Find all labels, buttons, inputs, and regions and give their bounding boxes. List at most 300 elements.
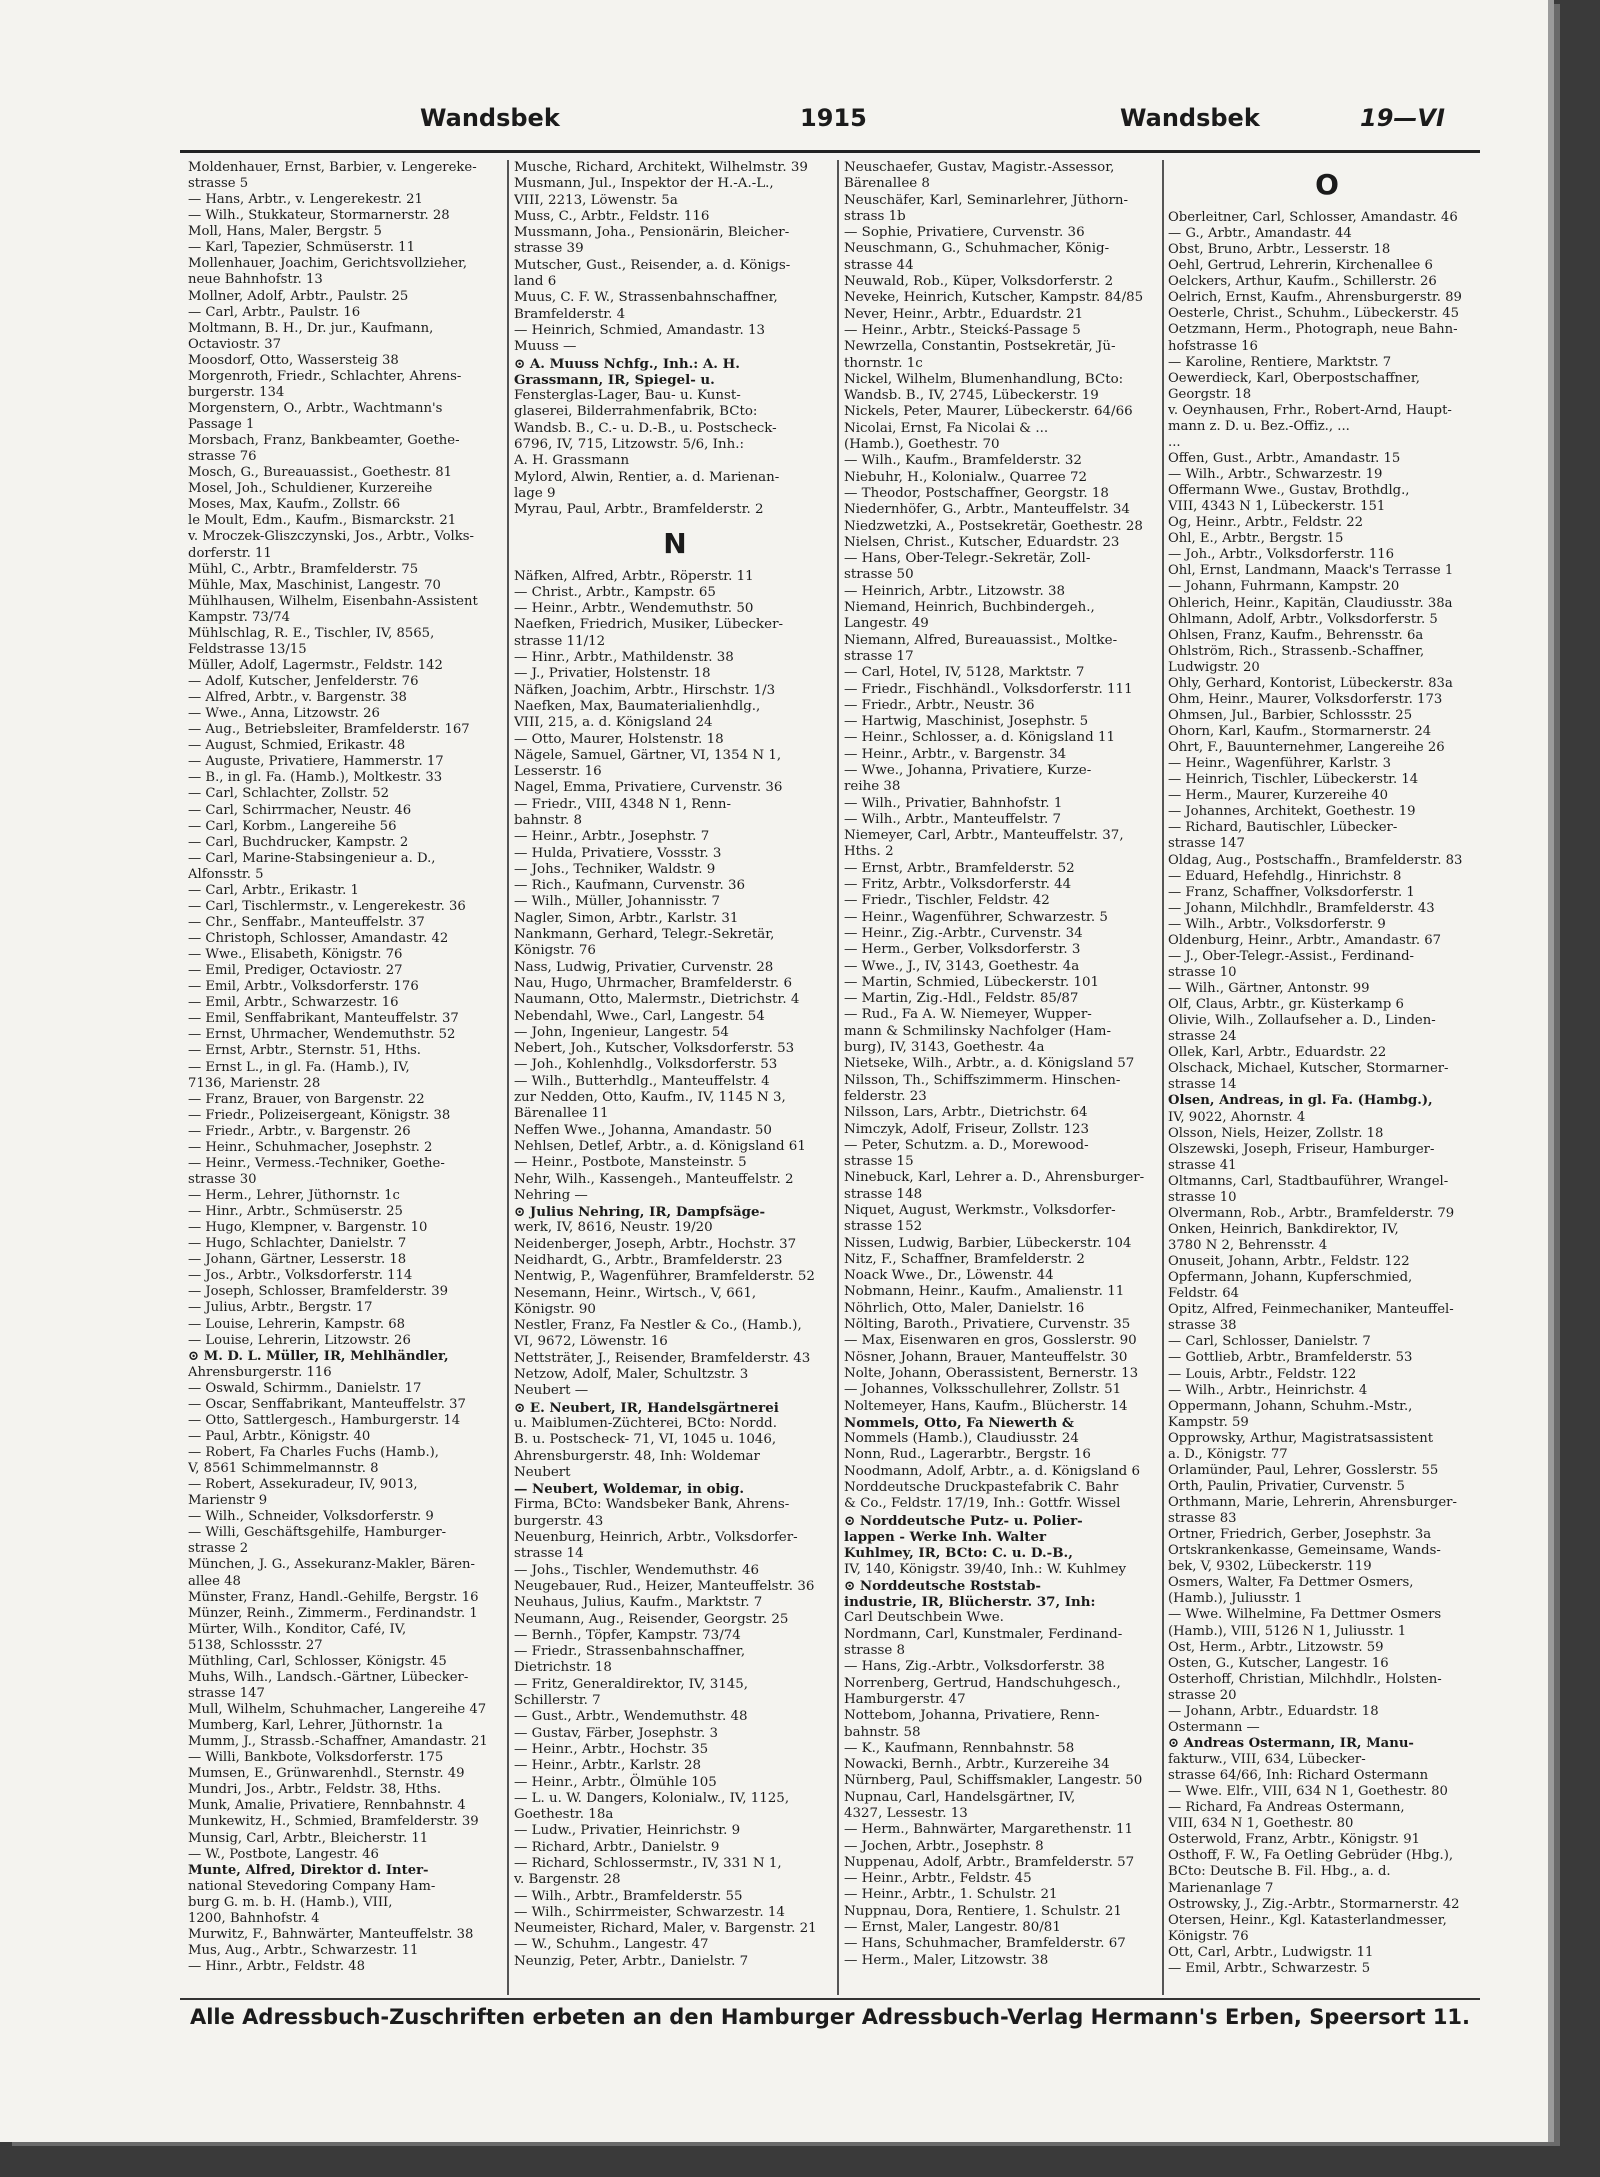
directory-entry-line: Noack Wwe., Dr., Löwenstr. 44 [844, 1268, 1054, 1284]
directory-entry-line: Nau, Hugo, Uhrmacher, Bramfelderstr. 6 [514, 975, 792, 991]
directory-entry-line: (Hamb.), Juliusstr. 1 [1168, 1591, 1303, 1607]
directory-entry-line: — Hans, Schuhmacher, Bramfelderstr. 67 [844, 1936, 1126, 1952]
directory-entry-line: — Carl, Marine-Stabsingenieur a. D., [188, 850, 436, 866]
directory-entry-line: ⊙ Norddeutsche Putz- u. Polier- [844, 1512, 1083, 1529]
directory-entry-line: strasse 83 [1168, 1511, 1237, 1527]
directory-entry-line: Nicolai, Ernst, Fa Nicolai & ... [844, 420, 1049, 436]
directory-entry-line: Oesterle, Christ., Schuhm., Lübeckerstr. 45 [1168, 306, 1459, 322]
directory-entry-line: — Otto, Maurer, Holstenstr. 18 [514, 731, 724, 747]
directory-entry-line: Moll, Hans, Maler, Bergstr. 5 [188, 224, 382, 240]
directory-entry-line: — Carl, Arbtr., Erikastr. 1 [188, 882, 359, 898]
directory-entry-line: bahnstr. 8 [514, 812, 583, 828]
directory-entry-line: reihe 38 [844, 779, 901, 795]
directory-entry-line: Muus, C. F. W., Strassenbahnschaffner, [514, 290, 778, 306]
directory-entry-line: fakturw., VIII, 634, Lübecker- [1168, 1752, 1366, 1767]
directory-entry-line: Mosch, G., Bureauassist., Goethestr. 81 [188, 465, 452, 481]
directory-entry-line: Dietrichstr. 18 [514, 1660, 612, 1676]
directory-entry-line: Mull, Wilhelm, Schuhmacher, Langereihe 47 [188, 1702, 487, 1717]
directory-entry-line: strass 1b [844, 208, 906, 224]
directory-entry-line: Nobmann, Heinr., Kaufm., Amalienstr. 11 [844, 1284, 1125, 1300]
directory-entry-line: Osterwold, Franz, Arbtr., Königstr. 91 [1168, 1832, 1421, 1848]
directory-entry-line: Kampstr. 73/74 [188, 609, 290, 625]
directory-entry-line: Mutscher, Gust., Reisender, a. d. Königs- [514, 257, 791, 273]
directory-entry-line: — Hinr., Arbtr., Mathildenstr. 38 [514, 650, 734, 666]
directory-entry-line: strasse 24 [1168, 1029, 1237, 1045]
directory-entry-line: mann & Schmilinsky Nachfolger (Ham- [844, 1023, 1112, 1039]
directory-entry-line: — Heinr., Arbtr., Feldstr. 45 [844, 1871, 1032, 1887]
directory-entry-line: — Heinrich, Tischler, Lübeckerstr. 14 [1168, 772, 1419, 788]
directory-entry-line: Mumberg, Karl, Lehrer, Jüthornstr. 1a [188, 1718, 443, 1734]
directory-entry-line: Oltmanns, Carl, Stadtbauführer, Wrangel- [1168, 1173, 1449, 1189]
directory-entry-line: Niemand, Heinrich, Buchbindergeh., [844, 600, 1095, 616]
directory-entry-line: Nagel, Emma, Privatiere, Curvenstr. 36 [514, 780, 783, 796]
directory-entry-line: Ohlerich, Heinr., Kapitän, Claudiusstr. 38a [1168, 595, 1453, 611]
directory-entry-line: — Wwe., Anna, Litzowstr. 26 [188, 706, 380, 722]
directory-entry-line: — Joh., Kohlenhdlg., Volksdorferstr. 53 [514, 1057, 778, 1073]
directory-entry-line: Neuschäfer, Karl, Seminarlehrer, Jüthorn- [844, 192, 1129, 208]
directory-entry-line: Schillerstr. 7 [514, 1693, 601, 1709]
directory-entry-line: — Wilh., Arbtr., Schwarzestr. 19 [1168, 467, 1383, 482]
directory-entry-line: dorferstr. 11 [188, 545, 272, 561]
directory-entry-line: Ohly, Gerhard, Kontorist, Lübeckerstr. 83a [1168, 675, 1453, 691]
directory-entry-line: Mylord, Alwin, Rentier, a. d. Marienan- [514, 469, 780, 485]
directory-entry-line: — Johann, Arbtr., Eduardstr. 18 [1168, 1703, 1379, 1719]
directory-entry-line: ⊙ M. D. L. Müller, IR, Mehlhändler, [188, 1348, 449, 1364]
directory-entry-line: Niebuhr, H., Kolonialw., Quarree 72 [844, 469, 1088, 485]
directory-entry-line: — Oswald, Schirmm., Danielstr. 17 [188, 1380, 422, 1396]
directory-entry-line: — Wilh., Stukkateur, Stormarnerstr. 28 [188, 208, 450, 224]
directory-entry-line: zur Nedden, Otto, Kaufm., IV, 1145 N 3, [514, 1090, 786, 1106]
directory-entry-line: Oelrich, Ernst, Kaufm., Ahrensburgerstr. 89 [1168, 290, 1462, 306]
directory-entry-line: — Martin, Schmied, Lübeckerstr. 101 [844, 974, 1100, 990]
directory-entry-line: — Heinr., Arbtr., 1. Schulstr. 21 [844, 1887, 1058, 1903]
directory-entry-line: werk, IV, 8616, Neustr. 19/20 [514, 1220, 713, 1236]
directory-entry-line: 1200, Bahnhofstr. 4 [188, 1910, 320, 1926]
directory-entry-line: Norrenberg, Gertrud, Handschuhgesch., [844, 1675, 1121, 1691]
directory-entry-line: Og, Heinr., Arbtr., Feldstr. 22 [1168, 515, 1364, 531]
directory-entry-line: industrie, IR, Blücherstr. 37, Inh: [844, 1594, 1096, 1611]
directory-entry-line: burgerstr. 134 [188, 384, 285, 400]
directory-entry-line: — K., Kaufmann, Rennbahnstr. 58 [844, 1740, 1075, 1756]
directory-entry-line: Ollek, Karl, Arbtr., Eduardstr. 22 [1168, 1045, 1387, 1061]
directory-entry-line: strasse 50 [844, 567, 914, 583]
directory-entry-line: — Friedr., Arbtr., v. Bargenstr. 26 [188, 1123, 411, 1139]
directory-entry-line: — Christoph, Schlosser, Amandastr. 42 [188, 931, 449, 946]
directory-entry-line: (Hamb.), Goethestr. 70 [844, 437, 1000, 453]
directory-entry-line: Carl Deutschbein Wwe. [844, 1610, 1004, 1626]
directory-entry-line: VIII, 4343 N 1, Lübeckerstr. 151 [1168, 499, 1386, 515]
directory-entry-line: glaserei, Bilderrahmenfabrik, BCto: [514, 404, 758, 420]
directory-entry-line: Nestler, Franz, Fa Nestler & Co., (Hamb.), [514, 1318, 802, 1334]
directory-entry-line: — Richard, Bautischler, Lübecker- [1168, 820, 1398, 836]
directory-entry-line: — Johannes, Volksschullehrer, Zollstr. 51 [844, 1382, 1122, 1398]
directory-entry-line: Ostrowsky, J., Zig.-Arbtr., Stormarnerstr. 42 [1168, 1896, 1460, 1912]
directory-entry-line: Neuschaefer, Gustav, Magistr.-Assessor, [844, 160, 1115, 175]
directory-entry-line: Murwitz, F., Bahnwärter, Manteuffelstr. 38 [188, 1926, 474, 1942]
directory-entry-line: A. H. Grassmann [514, 453, 630, 469]
directory-entry-line: — B., in gl. Fa. (Hamb.), Moltkestr. 33 [188, 770, 443, 786]
directory-entry-line: Neuhaus, Julius, Kaufm., Marktstr. 7 [514, 1595, 763, 1611]
directory-entry-line: neue Bahnhofstr. 13 [188, 272, 323, 288]
directory-entry-line: — Friedr., Tischler, Feldstr. 42 [844, 893, 1050, 909]
directory-entry-line: — Joseph, Schlosser, Bramfelderstr. 39 [188, 1284, 449, 1300]
directory-entry-line: — Rud., Fa A. W. Niemeyer, Wupper- [844, 1007, 1092, 1023]
directory-entry-line: Noltemeyer, Hans, Kaufm., Blücherstr. 14 [844, 1398, 1128, 1414]
directory-entry-line: ... [1168, 434, 1181, 450]
directory-entry-line: strasse 8 [844, 1643, 906, 1659]
directory-entry-line: Mussmann, Joha., Pensionärin, Bleicher- [514, 225, 790, 241]
directory-entry-line: VIII, 634 N 1, Goethestr. 80 [1168, 1816, 1354, 1832]
directory-entry-line: Nentwig, P., Wagenführer, Bramfelderstr. 52 [514, 1269, 815, 1285]
letter-heading: O [1315, 168, 1339, 201]
directory-entry-line: — Heinr., Postbote, Mansteinstr. 5 [514, 1155, 747, 1171]
directory-entry-line: Marienstr 9 [188, 1493, 268, 1509]
directory-entry-line: strasse 5 [188, 176, 249, 192]
directory-entry-line: — Herm., Maler, Litzowstr. 38 [844, 1952, 1049, 1968]
directory-entry-line: Nommels, Otto, Fa Niewerth & [844, 1414, 1075, 1431]
directory-entry-line: Georgstr. 18 [1168, 386, 1252, 402]
directory-entry-line: — Hans, Zig.-Arbtr., Volksdorferstr. 38 [844, 1659, 1105, 1675]
directory-entry-line: ⊙ A. Muuss Nchfg., Inh.: A. H. [514, 355, 740, 372]
directory-entry-line: Naumann, Otto, Malermstr., Dietrichstr. 4 [514, 992, 800, 1008]
directory-entry-line: Offen, Gust., Arbtr., Amandastr. 15 [1168, 450, 1401, 466]
directory-entry-line: Mus, Aug., Arbtr., Schwarzestr. 11 [188, 1942, 419, 1958]
directory-entry-line: Niedzwetzki, A., Postsekretär, Goethestr. 28 [844, 518, 1143, 534]
directory-entry-line: Neveke, Heinrich, Kutscher, Kampstr. 84/85 [844, 290, 1144, 306]
directory-entry-line: — Wilh., Arbtr., Heinrichstr. 4 [1168, 1382, 1368, 1398]
directory-entry-line: Newrzella, Constantin, Postsekretär, Jü- [844, 339, 1116, 355]
directory-entry-line: — Karl, Tapezier, Schmüserstr. 11 [188, 240, 415, 256]
directory-entry-line: Ohmsen, Jul., Barbier, Schlossstr. 25 [1168, 707, 1413, 723]
directory-entry-line: Neuwald, Rob., Küper, Volksdorferstr. 2 [844, 274, 1114, 290]
directory-entry-line: — Heinr., Arbtr., Josephstr. 7 [514, 829, 710, 845]
directory-entry-line: a. D., Königstr. 77 [1168, 1446, 1288, 1462]
directory-entry-line: strasse 147 [188, 1685, 265, 1701]
directory-entry-line: Morsbach, Franz, Bankbeamter, Goethe- [188, 433, 460, 449]
directory-entry-line: Nehr, Wilh., Kassengeh., Manteuffelstr. 2 [514, 1171, 794, 1187]
header-rule [180, 150, 1480, 153]
directory-entry-line: — Heinr., Zig.-Arbtr., Curvenstr. 34 [844, 925, 1083, 941]
directory-entry-line: Hamburgerstr. 47 [844, 1691, 966, 1707]
directory-entry-line: strasse 20 [1168, 1687, 1237, 1703]
directory-entry-line: — Martin, Zig.-Hdl., Feldstr. 85/87 [844, 991, 1079, 1007]
directory-entry-line: — John, Ingenieur, Langestr. 54 [514, 1024, 729, 1040]
directory-entry-line: Fensterglas-Lager, Bau- u. Kunst- [514, 388, 741, 404]
column-2 [514, 160, 836, 1995]
directory-entry-line: IV, 9022, Ahornstr. 4 [1168, 1109, 1306, 1125]
directory-entry-line: Grassmann, IR, Spiegel- u. [514, 371, 715, 388]
directory-entry-line: burgerstr. 43 [514, 1513, 604, 1529]
directory-entry-line: Mundri, Jos., Arbtr., Feldstr. 38, Hths. [188, 1782, 442, 1798]
directory-entry-line: — Emil, Senffabrikant, Manteuffelstr. 37 [188, 1011, 459, 1027]
directory-entry-line: Königstr. 76 [514, 943, 596, 959]
directory-entry-line: Mürter, Wilh., Konditor, Café, IV, [188, 1621, 407, 1637]
directory-entry-line: Muss, C., Arbtr., Feldstr. 116 [514, 208, 710, 224]
directory-entry-line: Nehring — [514, 1187, 588, 1203]
directory-entry-line: Oelckers, Arthur, Kaufm., Schillerstr. 26 [1168, 274, 1437, 290]
directory-entry-line: burg), IV, 3143, Goethestr. 4a [844, 1040, 1045, 1056]
directory-entry-line: Nowacki, Bernh., Arbtr., Kurzereihe 34 [844, 1757, 1110, 1773]
directory-entry-line: — Hulda, Privatiere, Vossstr. 3 [514, 845, 722, 861]
directory-entry-line: — Heinrich, Schmied, Amandastr. 13 [514, 322, 766, 338]
directory-entry-line: strasse 152 [844, 1219, 923, 1235]
column-divider [507, 160, 509, 1995]
directory-entry-line: — Hans, Ober-Telegr.-Sekretär, Zoll- [844, 551, 1091, 567]
directory-entry-line: — Hinr., Arbtr., Schmüserstr. 25 [188, 1204, 403, 1220]
directory-entry-line: Onuseit, Johann, Arbtr., Feldstr. 122 [1168, 1254, 1410, 1270]
directory-entry-line: Goethestr. 18a [514, 1807, 614, 1823]
directory-entry-line: — August, Schmied, Erikastr. 48 [188, 738, 406, 754]
directory-entry-line: — Heinr., Arbtr., Karlstr. 28 [514, 1758, 701, 1774]
directory-entry-line: — Friedr., Fischhändl., Volksdorferstr. 111 [844, 681, 1133, 697]
directory-entry-line: — Wilh., Schneider, Volksdorferstr. 9 [188, 1509, 434, 1525]
directory-entry-line: — Ludw., Privatier, Heinrichstr. 9 [514, 1823, 741, 1839]
publisher-footer: Alle Adressbuch-Zuschriften erbeten an den Hamburger Adressbuch-Verlag Hermann's Erben, Speersort 11. [189, 2005, 1471, 2029]
directory-entry-line: Naefken, Friedrich, Musiker, Lübecker- [514, 617, 783, 633]
directory-entry-line: Nehlsen, Detlef, Arbtr., a. d. Königsland 61 [514, 1138, 806, 1154]
directory-entry-line: Moses, Max, Kaufm., Zollstr. 66 [188, 497, 401, 513]
directory-entry-line: — Franz, Brauer, von Bargenstr. 22 [188, 1091, 425, 1107]
directory-entry-line: — Carl, Schlosser, Danielstr. 7 [1168, 1334, 1371, 1350]
directory-entry-line: Olvermann, Rob., Arbtr., Bramfelderstr. 79 [1168, 1205, 1455, 1221]
directory-entry-line: lappen - Werke Inh. Walter [844, 1528, 1047, 1545]
directory-entry-line: — Emil, Prediger, Octaviostr. 27 [188, 963, 403, 979]
directory-entry-line: — Wilh., Gärtner, Antonstr. 99 [1168, 981, 1370, 996]
directory-entry-line: Munte, Alfred, Direktor d. Inter- [188, 1862, 429, 1878]
directory-entry-line: — Peter, Schutzm. a. D., Morewood- [844, 1137, 1089, 1153]
directory-entry-line: allee 48 [188, 1573, 241, 1589]
directory-entry-line: — J., Privatier, Holstenstr. 18 [514, 666, 711, 682]
header-year: 1915 [800, 104, 867, 132]
directory-entry-line: Moldenhauer, Ernst, Barbier, v. Lengereke- [188, 160, 477, 175]
directory-entry-line: — L. u. W. Dangers, Kolonialw., IV, 1125, [514, 1790, 790, 1806]
directory-entry-line: Oldenburg, Heinr., Arbtr., Amandastr. 67 [1168, 932, 1442, 948]
directory-entry-line: Muhs, Wilh., Landsch.-Gärtner, Lübecker- [188, 1669, 469, 1685]
directory-entry-line: Nordmann, Carl, Kunstmaler, Ferdinand- [844, 1626, 1123, 1642]
directory-entry-line: — Neubert, Woldemar, in obig. [514, 1481, 744, 1498]
directory-entry-line: Nickels, Peter, Maurer, Lübeckerstr. 64/66 [844, 404, 1133, 420]
directory-entry-line: Ohm, Heinr., Maurer, Volksdorferstr. 173 [1168, 691, 1443, 707]
directory-entry-line: Neidhardt, G., Arbtr., Bramfelderstr. 23 [514, 1253, 783, 1268]
directory-entry-line: — Chr., Senffabr., Manteuffelstr. 37 [188, 914, 425, 930]
directory-entry-line: strasse 39 [514, 241, 584, 257]
directory-entry-line: Wandsb. B., IV, 2745, Lübeckerstr. 19 [844, 388, 1099, 404]
directory-entry-line: Nuppnau, Dora, Rentiere, 1. Schulstr. 21 [844, 1903, 1122, 1919]
directory-entry-line: München, J. G., Assekuranz-Makler, Bären- [188, 1557, 475, 1573]
directory-entry-line: — Aug., Betriebsleiter, Bramfelderstr. 167 [188, 722, 470, 738]
header-city-left: Wandsbek [420, 104, 560, 132]
directory-entry-line: — Wilh., Schirrmeister, Schwarzestr. 14 [514, 1904, 785, 1920]
directory-entry-line: Nilsson, Lars, Arbtr., Dietrichstr. 64 [844, 1105, 1088, 1121]
directory-entry-line: IV, 140, Königstr. 39/40, Inh.: W. Kuhlmey [844, 1561, 1127, 1577]
directory-entry-line: Nielsen, Christ., Kutscher, Eduardstr. 23 [844, 534, 1120, 550]
directory-entry-line: Oppermann, Johann, Schuhm.-Mstr., [1168, 1398, 1413, 1414]
directory-entry-line: — Fritz, Generaldirektor, IV, 3145, [514, 1676, 749, 1692]
directory-entry-line: — Friedr., Strassenbahnschaffner, [514, 1644, 746, 1660]
directory-entry-line: — Ernst L., in gl. Fa. (Hamb.), IV, [188, 1059, 410, 1075]
directory-entry-line: — Eduard, Hefehdlg., Hinrichstr. 8 [1168, 868, 1402, 884]
column-1 [188, 160, 506, 1995]
directory-entry-line: — Emil, Arbtr., Schwarzestr. 5 [1168, 1960, 1371, 1976]
directory-entry-line: Nolte, Johann, Oberassistent, Bernerstr. 13 [844, 1365, 1139, 1381]
header-city-right: Wandsbek [1120, 104, 1260, 132]
directory-entry-line: — Wilh., Arbtr., Manteuffelstr. 7 [844, 811, 1062, 827]
directory-entry-line: — Heinr., Arbtr., v. Bargenstr. 34 [844, 746, 1067, 762]
directory-entry-line: — Richard, Schlossermstr., IV, 331 N 1, [514, 1855, 782, 1871]
directory-entry-line: — Heinr., Schlosser, a. d. Königsland 11 [844, 730, 1116, 746]
directory-entry-line: Morgenroth, Friedr., Schlachter, Ahrens- [188, 368, 462, 384]
directory-entry-line: Bärenallee 11 [514, 1106, 609, 1122]
directory-entry-line: Nuppenau, Adolf, Arbtr., Bramfelderstr. 57 [844, 1854, 1135, 1870]
directory-entry-line: Nupnau, Carl, Handelsgärtner, IV, [844, 1789, 1076, 1805]
directory-entry-line: bahnstr. 58 [844, 1724, 921, 1740]
directory-entry-line: — Hartwig, Maschinist, Josephstr. 5 [844, 714, 1089, 730]
directory-entry-line: u. Maiblumen-Züchterei, BCto: Nordd. [514, 1415, 777, 1431]
directory-entry-line: Noodmann, Adolf, Arbtr., a. d. Königsland 6 [844, 1463, 1141, 1479]
directory-entry-line: Königstr. 76 [1168, 1928, 1249, 1944]
directory-entry-line: Münzer, Reinh., Zimmerm., Ferdinandstr. 1 [188, 1605, 478, 1621]
directory-entry-line: Ostermann — [1168, 1719, 1260, 1735]
directory-entry-line: — Ernst, Arbtr., Bramfelderstr. 52 [844, 860, 1075, 876]
directory-entry-line: — Max, Eisenwaren en gros, Gosslerstr. 90 [844, 1333, 1137, 1349]
directory-entry-line: Nottebom, Johanna, Privatiere, Renn- [844, 1708, 1100, 1724]
directory-entry-line: Munkewitz, H., Schmied, Bramfelderstr. 39 [188, 1814, 479, 1830]
directory-entry-line: Niquet, August, Werkmstr., Volksdorfer- [844, 1203, 1116, 1218]
directory-entry-line: Otersen, Heinr., Kgl. Katasterlandmesser, [1168, 1912, 1447, 1928]
directory-entry-line: Offermann Wwe., Gustav, Brothdlg., [1168, 483, 1410, 499]
column-3 [844, 160, 1162, 1995]
directory-entry-line: Nettsträter, J., Reisender, Bramfelderstr. 43 [514, 1350, 811, 1366]
directory-entry-line: Kuhlmey, IR, BCto: C. u. D.-B., [844, 1545, 1073, 1562]
directory-entry-line: felderstr. 23 [844, 1088, 927, 1104]
directory-entry-line: — Johann, Gärtner, Lesserstr. 18 [188, 1252, 407, 1268]
directory-entry-line: — Herm., Gerber, Volksdorferstr. 3 [844, 942, 1081, 958]
directory-entry-line: — Heinr., Wagenführer, Karlstr. 3 [1168, 756, 1391, 772]
directory-entry-line: Morgenstern, O., Arbtr., Wachtmann's [188, 400, 443, 416]
directory-entry-line: Neuschmann, G., Schuhmacher, König- [844, 241, 1110, 257]
directory-entry-line: — Carl, Tischlermstr., v. Lengerekestr. 36 [188, 898, 466, 914]
directory-entry-line: — Gust., Arbtr., Wendemuthstr. 48 [514, 1709, 748, 1725]
directory-entry-line: — Herm., Maurer, Kurzereihe 40 [1168, 788, 1388, 804]
directory-entry-line: bek, V, 9302, Lübeckerstr. 119 [1168, 1559, 1372, 1575]
directory-entry-line: Firma, BCto: Wandsbeker Bank, Ahrens- [514, 1497, 790, 1513]
directory-entry-line: Mosel, Joh., Schuldiener, Kurzereihe [188, 481, 433, 497]
directory-entry-line: ⊙ Julius Nehring, IR, Dampfsäge- [514, 1204, 766, 1221]
directory-entry-line: Ortner, Friedrich, Gerber, Josephstr. 3a [1168, 1527, 1432, 1543]
directory-entry-line: — Herm., Bahnwärter, Margarethenstr. 11 [844, 1822, 1134, 1838]
directory-entry-line: Ahrensburgerstr. 116 [188, 1364, 332, 1380]
directory-entry-line: Obst, Bruno, Arbtr., Lesserstr. 18 [1168, 242, 1391, 258]
directory-entry-line: strasse 64/66, Inh: Richard Ostermann [1168, 1768, 1429, 1784]
directory-entry-line: Nagler, Simon, Arbtr., Karlstr. 31 [514, 910, 739, 926]
directory-entry-line: ⊙ Andreas Ostermann, IR, Manu- [1168, 1735, 1414, 1751]
directory-entry-line: — Johannes, Architekt, Goethestr. 19 [1168, 804, 1416, 820]
directory-entry-line: Orthmann, Marie, Lehrerin, Ahrensburger- [1168, 1495, 1457, 1510]
directory-entry-line: — Friedr., VIII, 4348 N 1, Renn- [514, 796, 731, 812]
directory-entry-line: Neidenberger, Joseph, Arbtr., Hochstr. 37 [514, 1236, 797, 1252]
directory-entry-line: thornstr. 1c [844, 355, 923, 371]
directory-entry-line: — Wilh., Privatier, Bahnhofstr. 1 [844, 795, 1063, 811]
directory-entry-line: Olivie, Wilh., Zollaufseher a. D., Linden- [1168, 1013, 1436, 1029]
directory-entry-line: Osterhoff, Christian, Milchhdlr., Holsten- [1168, 1671, 1442, 1687]
directory-entry-line: — Louise, Lehrerin, Kampstr. 68 [188, 1316, 406, 1332]
letter-heading: N [663, 526, 687, 560]
directory-entry-line: — Johs., Techniker, Waldstr. 9 [514, 861, 716, 877]
footer-rule [180, 1998, 1480, 2000]
directory-entry-line: — Heinr., Arbtr., Ölmühle 105 [514, 1774, 717, 1790]
directory-entry-line: Nonn, Rud., Lagerarbtr., Bergstr. 16 [844, 1447, 1091, 1463]
directory-entry-line: Feldstrasse 13/15 [188, 641, 307, 657]
directory-entry-line: Osten, G., Kutscher, Langestr. 16 [1168, 1655, 1389, 1671]
directory-entry-line: hofstrasse 16 [1168, 338, 1258, 354]
directory-entry-line: Niemann, Alfred, Bureauassist., Moltke- [844, 632, 1118, 648]
directory-entry-line: — Hugo, Klempner, v. Bargenstr. 10 [188, 1220, 428, 1236]
directory-entry-line: Nickel, Wilhelm, Blumenhandlung, BCto: [844, 371, 1124, 387]
directory-entry-line: strasse 14 [1168, 1077, 1237, 1093]
directory-entry-line: Mühlhausen, Wilhelm, Eisenbahn-Assistent [188, 593, 478, 609]
directory-entry-line: Nietseke, Wilh., Arbtr., a. d. Königsland 57 [844, 1056, 1135, 1072]
directory-entry-line: VIII, 2213, Löwenstr. 5a [514, 192, 678, 208]
directory-entry-line: Naefken, Max, Baumaterialienhdlg., [514, 698, 761, 714]
directory-entry-line: (Hamb.), VIII, 5126 N 1, Juliusstr. 1 [1168, 1623, 1407, 1639]
directory-entry-line: Mollenhauer, Joachim, Gerichtsvollzieher, [188, 256, 468, 272]
directory-entry-line: Neuenburg, Heinrich, Arbtr., Volksdorfer- [514, 1530, 798, 1546]
directory-entry-line: Neunzig, Peter, Arbtr., Danielstr. 7 [514, 1953, 749, 1969]
directory-entry-line: — Louis, Arbtr., Feldstr. 122 [1168, 1366, 1357, 1382]
directory-entry-line: — Heinr., Schuhmacher, Josephstr. 2 [188, 1139, 433, 1155]
column-4 [1168, 160, 1486, 1995]
directory-entry-line: — Gottlieb, Arbtr., Bramfelderstr. 53 [1168, 1350, 1413, 1366]
directory-entry-line: strasse 76 [188, 449, 257, 465]
directory-entry-line: Neubert [514, 1464, 571, 1480]
directory-entry-line: Munk, Amalie, Privatiere, Rennbahnstr. 4 [188, 1798, 466, 1814]
directory-entry-line: — Robert, Assekuradeur, IV, 9013, [188, 1477, 418, 1493]
directory-entry-line: Näfken, Joachim, Arbtr., Hirschstr. 1/3 [514, 682, 776, 698]
directory-entry-line: Ost, Herm., Arbtr., Litzowstr. 59 [1168, 1639, 1384, 1655]
directory-entry-line: — Heinr., Arbtr., Hochstr. 35 [514, 1741, 709, 1757]
directory-entry-line: — Fritz, Arbtr., Volksdorferstr. 44 [844, 877, 1072, 893]
directory-entry-line: Mühlschlag, R. E., Tischler, IV, 8565, [188, 625, 435, 641]
directory-entry-line: Ahrensburgerstr. 48, Inh: Woldemar [514, 1448, 760, 1464]
directory-entry-line: — Louise, Lehrerin, Litzowstr. 26 [188, 1332, 411, 1348]
directory-entry-line: Orlamünder, Paul, Lehrer, Gosslerstr. 55 [1168, 1462, 1439, 1478]
directory-entry-line: 7136, Marienstr. 28 [188, 1075, 321, 1091]
directory-entry-line: — Friedr., Arbtr., Neustr. 36 [844, 697, 1035, 713]
directory-entry-line: Ohrt, F., Bauunternehmer, Langereihe 26 [1168, 740, 1445, 756]
directory-entry-line: Olf, Claus, Arbtr., gr. Küsterkamp 6 [1168, 997, 1404, 1013]
directory-entry-line: Nitz, F., Schaffner, Bramfelderstr. 2 [844, 1251, 1085, 1267]
directory-entry-line: — Gustav, Färber, Josephstr. 3 [514, 1725, 719, 1741]
directory-entry-line: strasse 14 [514, 1546, 584, 1562]
directory-entry-line: Langestr. 49 [844, 616, 929, 632]
directory-entry-line: Orth, Paulin, Privatier, Curvenstr. 5 [1168, 1478, 1405, 1494]
directory-entry-line: — Rich., Kaufmann, Curvenstr. 36 [514, 878, 746, 894]
directory-entry-line: — Johs., Tischler, Wendemuthstr. 46 [514, 1562, 759, 1578]
directory-entry-line: 4327, Lessestr. 13 [844, 1805, 968, 1821]
directory-entry-line: strasse 44 [844, 257, 914, 273]
directory-entry-line: — Emil, Arbtr., Schwarzestr. 16 [188, 995, 399, 1011]
directory-entry-line: — Friedr., Polizeisergeant, Königstr. 38 [188, 1107, 451, 1123]
directory-entry-line: Alfonsstr. 5 [188, 866, 264, 882]
directory-entry-line: Neugebauer, Rud., Heizer, Manteuffelstr. 36 [514, 1578, 815, 1594]
directory-entry-line: — Auguste, Privatiere, Hammerstr. 17 [188, 754, 444, 770]
directory-entry-line: Nissen, Ludwig, Barbier, Lübeckerstr. 104 [844, 1235, 1132, 1251]
directory-entry-line: strasse 147 [1168, 836, 1245, 852]
directory-entry-line: Moosdorf, Otto, Wassersteig 38 [188, 352, 399, 368]
directory-entry-line: Bärenallee 8 [844, 176, 930, 192]
directory-entry-line: Müller, Adolf, Lagermstr., Feldstr. 142 [188, 657, 443, 673]
directory-entry-line: Ohlström, Rich., Strassenb.-Schaffner, [1168, 643, 1425, 659]
